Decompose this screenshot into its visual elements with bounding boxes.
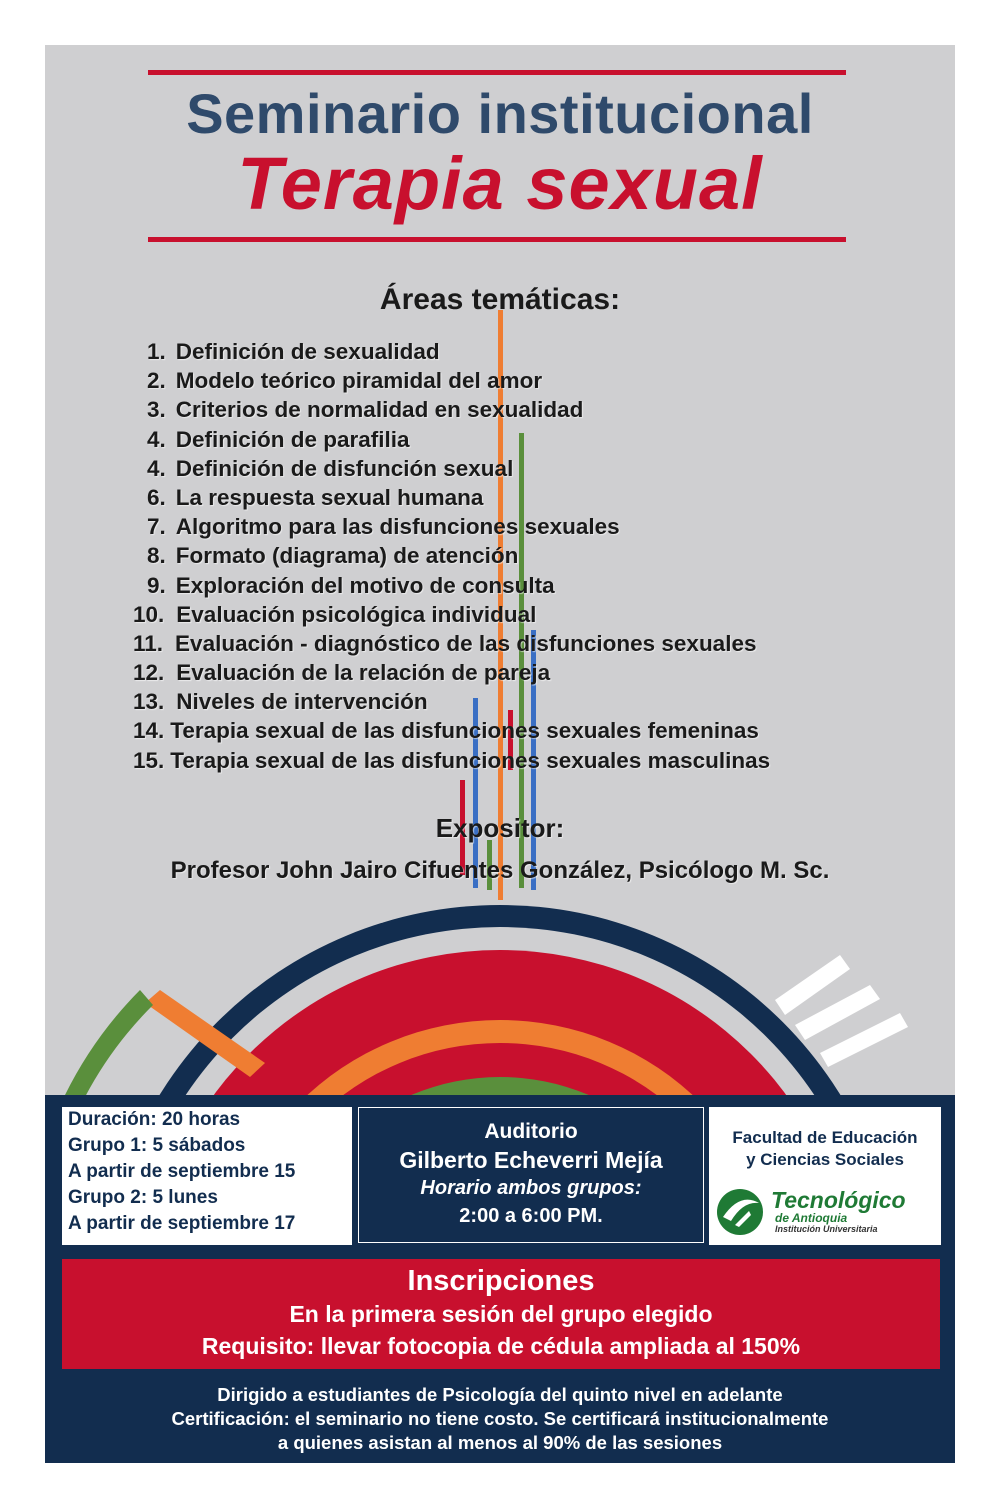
topic-text: Exploración del motivo de consulta	[175, 572, 555, 598]
venue-line-4: 2:00 a 6:00 PM.	[459, 1205, 603, 1227]
speaker-name: Profesor John Jairo Cifuentes González, Psicólogo M. Sc.	[170, 857, 830, 884]
topic-item	[45, 716, 770, 745]
schedule-box	[62, 1107, 352, 1245]
registration-box	[62, 1259, 940, 1369]
group2-text: Grupo 2: 5 lunes	[68, 1187, 218, 1208]
topic-text: Definición de disfunción sexual	[175, 455, 514, 481]
topic-text: Terapia sexual de las disfunciones sexuales femeninas	[170, 718, 759, 744]
topic-item	[45, 571, 770, 600]
topic-text: Formato (diagrama) de atención	[175, 543, 519, 569]
group1-start-text: A partir de septiembre 15	[68, 1161, 296, 1182]
registration-title: Inscripciones	[407, 1265, 595, 1297]
venue-line-2: Gilberto Echeverri Mejía	[399, 1147, 663, 1173]
topic-text: Evaluación - diagnóstico de las disfunciones sexuales	[175, 630, 757, 656]
venue-line-3: Horario ambos grupos:	[420, 1177, 642, 1199]
topic-text: Criterios de normalidad en sexualidad	[175, 397, 584, 423]
topic-text: Definición de parafilia	[175, 426, 410, 452]
topic-text: Evaluación de la relación de pareja	[176, 660, 551, 686]
topic-number: 11.	[133, 630, 164, 656]
topics-list	[45, 337, 770, 775]
footer-line-1: Dirigido a estudiantes de Psicología del quinto nivel en adelante	[217, 1384, 783, 1405]
topic-item	[45, 366, 770, 395]
topic-item	[45, 658, 770, 687]
logo-name: Tecnológico	[771, 1187, 906, 1213]
logo-subtitle-1: de Antioquia	[775, 1211, 848, 1225]
venue-line-1: Auditorio	[484, 1120, 578, 1143]
info-panel	[45, 1095, 955, 1463]
topic-number: 4.	[147, 426, 166, 452]
topic-text: Niveles de intervención	[176, 689, 428, 715]
topic-number: 10.	[133, 601, 165, 627]
poster	[45, 45, 955, 1463]
venue-box	[358, 1107, 704, 1243]
decorative-arcs	[45, 905, 955, 1105]
footer-line-2: Certificación: el seminario no tiene costo. Se certificará institucionalmente	[171, 1408, 829, 1429]
registration-line-2: Requisito: llevar fotocopia de cédula ampliada al 150%	[201, 1333, 801, 1359]
topic-number: 7.	[147, 514, 166, 540]
top-rule	[148, 70, 846, 75]
topic-item	[45, 687, 770, 716]
group2-start-text: A partir de septiembre 17	[68, 1213, 296, 1234]
topic-text: Modelo teórico piramidal del amor	[175, 368, 543, 394]
logo-mark-icon	[715, 1187, 765, 1237]
title-seminario: Seminario institucional	[186, 82, 814, 145]
topic-number: 13.	[133, 689, 165, 715]
topic-number: 4.	[147, 455, 166, 481]
topic-item	[45, 395, 770, 424]
group1-text: Grupo 1: 5 sábados	[68, 1135, 246, 1156]
topic-item	[45, 512, 770, 541]
topic-item	[45, 629, 770, 658]
topic-text: Evaluación psicológica individual	[176, 601, 537, 627]
footer-line-3: a quienes asistan al menos al 90% de las sesiones	[277, 1432, 723, 1453]
bottom-rule	[148, 237, 846, 242]
areas-title: Áreas temáticas:	[379, 283, 621, 316]
topic-number: 6.	[147, 484, 166, 510]
topic-item	[45, 746, 770, 775]
topic-number: 12.	[133, 660, 165, 686]
faculty-line-1: Facultad de Educación	[732, 1128, 918, 1147]
registration-line-1: En la primera sesión del grupo elegido	[289, 1301, 713, 1327]
green-left-arc	[65, 990, 153, 1097]
tecnologico-logo	[715, 1187, 935, 1237]
topic-number: 1.	[147, 339, 166, 364]
topic-text: Terapia sexual de las disfunciones sexuales masculinas	[170, 747, 771, 773]
topic-item	[45, 541, 770, 570]
expositor-title: Expositor:	[435, 813, 565, 843]
title-terapia: Terapia sexual	[237, 142, 763, 225]
topic-text: La respuesta sexual humana	[175, 484, 484, 510]
footer-text	[45, 1383, 955, 1455]
topic-number: 8.	[147, 543, 166, 569]
topic-item	[45, 454, 770, 483]
topic-number: 14.	[133, 718, 165, 744]
duration-text: Duración: 20 horas	[68, 1109, 241, 1130]
topic-item	[45, 483, 770, 512]
topic-text: Definición de sexualidad	[175, 339, 440, 364]
topic-text: Algoritmo para las disfunciones sexuales	[175, 514, 620, 540]
logo-subtitle-2: Institución Universitaria	[775, 1224, 878, 1234]
topic-number: 3.	[147, 397, 166, 423]
topic-item	[45, 425, 770, 454]
topic-number: 2.	[147, 368, 166, 394]
topic-number: 15.	[133, 747, 165, 773]
faculty-box	[709, 1107, 941, 1245]
topic-item	[45, 600, 770, 629]
topic-item	[45, 337, 770, 366]
faculty-line-2: y Ciencias Sociales	[746, 1150, 904, 1169]
topic-number: 9.	[147, 572, 166, 598]
